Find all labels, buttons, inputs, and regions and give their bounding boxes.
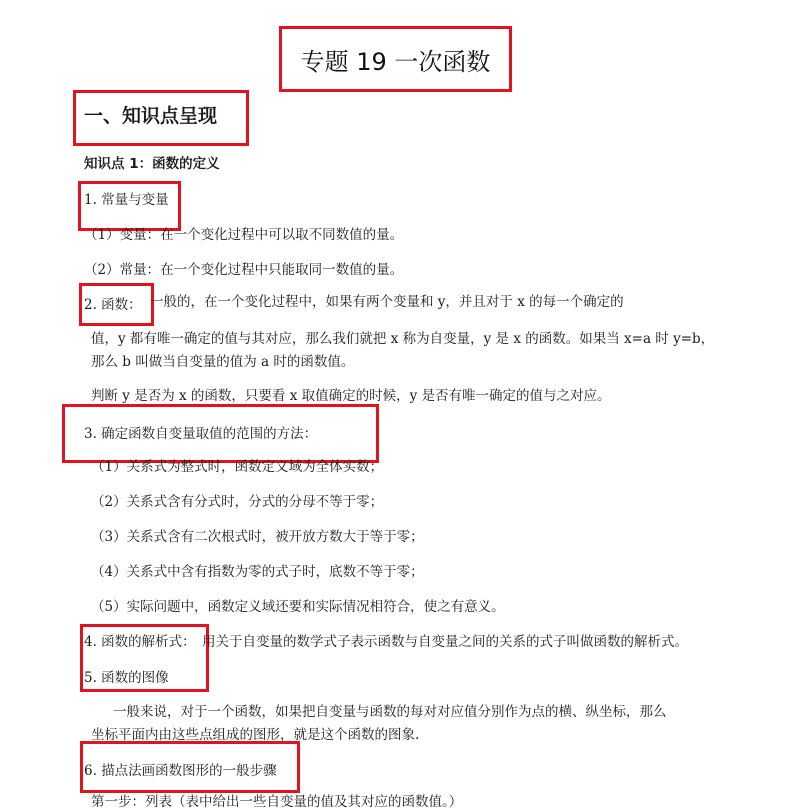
- line-domain-polynomial: （1）关系式为整式时，函数定义域为全体实数；: [91, 459, 384, 475]
- heading-function: 2. 函数：: [84, 297, 142, 313]
- line-analytic-expression: 用关于自变量的数学式子表示函数与自变量之间的关系的式子叫做函数的解析式。: [202, 634, 688, 650]
- line-domain-radical: （3）关系式含有二次根式时，被开放方数大于等于零；: [91, 529, 424, 545]
- line-domain-practical: （5）实际问题中，函数定义域还要和实际情况相符合，使之有意义。: [91, 599, 505, 615]
- heading-function-graph: 5. 函数的图像: [84, 670, 169, 686]
- line-constant-definition: （2）常量：在一个变化过程中只能取同一数值的量。: [84, 262, 404, 278]
- line-function-def-3: 那么 b 叫做当自变量的值为 a 时的函数值。: [91, 354, 355, 370]
- document-title: 专题 19 一次函数: [300, 47, 491, 76]
- line-step-1: 第一步：列表（表中给出一些自变量的值及其对应的函数值。）: [91, 794, 463, 810]
- line-function-def-1: 一般的，在一个变化过程中，如果有两个变量和 y，并且对于 x 的每一个确定的: [150, 294, 624, 310]
- line-domain-zero-exponent: （4）关系式中含有指数为零的式子时，底数不等于零；: [91, 564, 424, 580]
- line-function-judge: 判断 y 是否为 x 的函数，只要看 x 取值确定的时候，y 是否有唯一确定的值与之对应。: [91, 388, 611, 404]
- line-graph-def-2: 坐标平面内由这些点组成的图形，就是这个函数的图象.: [91, 727, 420, 743]
- heading-plotting-steps: 6. 描点法画函数图形的一般步骤: [84, 763, 277, 779]
- heading-domain-methods: 3. 确定函数自变量取值的范围的方法：: [84, 426, 318, 442]
- line-function-def-2: 值，y 都有唯一确定的值与其对应，那么我们就把 x 称为自变量，y 是 x 的函数。如果当 x=a 时 y=b，: [91, 331, 715, 347]
- heading-constants-variables: 1. 常量与变量: [84, 192, 169, 208]
- section-heading: 一、知识点呈现: [84, 105, 218, 127]
- knowledge-point-heading: 知识点 1：函数的定义: [84, 156, 220, 172]
- heading-analytic-expression: 4. 函数的解析式：: [84, 634, 196, 650]
- line-variable-definition: （1）变量：在一个变化过程中可以取不同数值的量。: [84, 227, 404, 243]
- line-graph-def-1: 一般来说，对于一个函数，如果把自变量与函数的每对对应值分别作为点的横、纵坐标，那么: [113, 704, 667, 720]
- line-domain-fraction: （2）关系式含有分式时，分式的分母不等于零；: [91, 494, 384, 510]
